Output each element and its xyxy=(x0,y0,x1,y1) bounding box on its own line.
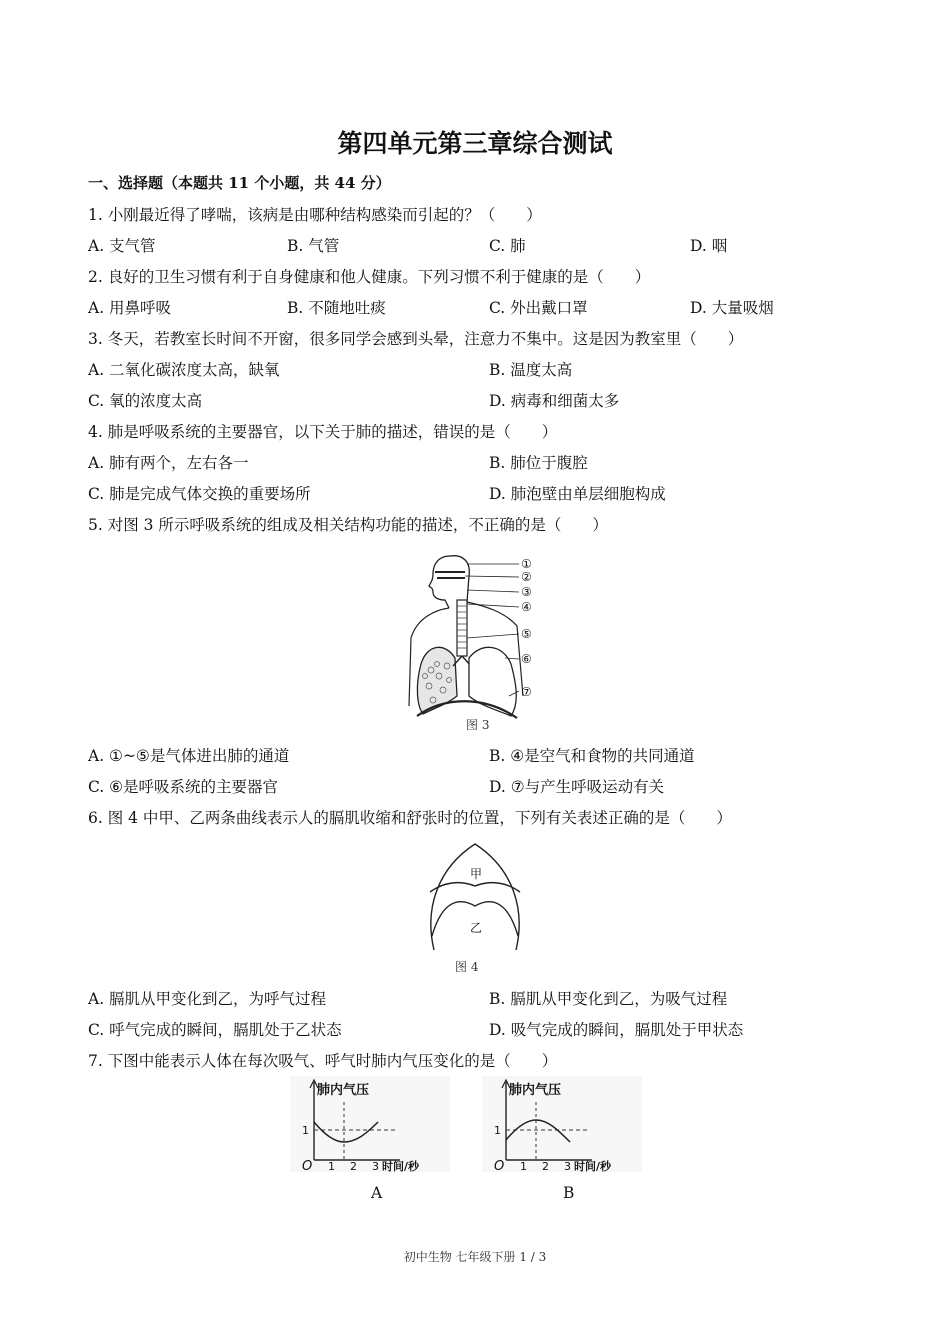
x-tick: 2 xyxy=(350,1160,357,1172)
graph-b xyxy=(482,1076,642,1172)
label-3: ③ xyxy=(521,585,532,599)
option: A. 用鼻呼吸 xyxy=(88,299,172,317)
option: A. ①~⑤是气体进出肺的通道 xyxy=(88,747,290,765)
label-6: ⑥ xyxy=(521,652,532,666)
figure-respiratory-system xyxy=(405,546,545,734)
option: D. 吸气完成的瞬间，膈肌处于甲状态 xyxy=(489,1021,744,1039)
x-axis-label: 时间/秒 xyxy=(382,1160,420,1172)
option: B. ④是空气和食物的共同通道 xyxy=(489,747,695,765)
option: D. ⑦与产生呼吸运动有关 xyxy=(489,778,665,796)
option: D. 咽 xyxy=(690,237,728,255)
option: B. 温度太高 xyxy=(489,361,573,379)
question-stem: 3. 冬天，若教室长时间不开窗，很多同学会感到头晕，注意力不集中。这是因为教室里（ ） xyxy=(88,330,744,348)
option: D. 大量吸烟 xyxy=(690,299,774,317)
label-7: ⑦ xyxy=(521,685,532,699)
option: C. 氧的浓度太高 xyxy=(88,392,203,410)
x-tick: 2 xyxy=(542,1160,549,1172)
y-axis-label: 肺内气压 xyxy=(509,1083,562,1098)
y-tick: 1 xyxy=(302,1124,309,1137)
page-title: 第四单元第三章综合测试 xyxy=(337,129,613,158)
x-tick: 1 xyxy=(520,1160,527,1172)
question-stem: 1. 小刚最近得了哮喘，该病是由哪种结构感染而引起的？（ ） xyxy=(88,206,542,224)
question-stem: 6. 图 4 中甲、乙两条曲线表示人的膈肌收缩和舒张时的位置，下列有关表述正确的是（ ） xyxy=(88,809,732,827)
option: C. 外出戴口罩 xyxy=(489,299,588,317)
y-axis-label: 肺内气压 xyxy=(317,1083,370,1098)
page-footer: 初中生物 七年级下册 1 / 3 xyxy=(403,1250,547,1264)
origin-label: O xyxy=(494,1159,505,1172)
option: B. 肺位于腹腔 xyxy=(489,454,588,472)
label-4: ④ xyxy=(521,600,532,614)
option: A. 膈肌从甲变化到乙，为呼气过程 xyxy=(88,990,327,1008)
option: A. 肺有两个，左右各一 xyxy=(88,454,249,472)
graph-label: B xyxy=(563,1184,575,1202)
option: B. 气管 xyxy=(287,237,340,255)
option: A. 二氧化碳浓度太高，缺氧 xyxy=(88,361,280,379)
question-stem: 2. 良好的卫生习惯有利于自身健康和他人健康。下列习惯不利于健康的是（ ） xyxy=(88,268,651,286)
figure-diaphragm xyxy=(424,838,526,956)
figure-caption: 图 3 xyxy=(466,718,490,732)
option: B. 膈肌从甲变化到乙，为吸气过程 xyxy=(489,990,728,1008)
option: C. 肺是完成气体交换的重要场所 xyxy=(88,485,311,503)
origin-label: O xyxy=(302,1159,313,1172)
label-2: ② xyxy=(521,570,532,584)
question-stem: 7. 下图中能表示人体在每次吸气、呼气时肺内气压变化的是（ ） xyxy=(88,1052,558,1070)
question-stem: 4. 肺是呼吸系统的主要器官，以下关于肺的描述，错误的是（ ） xyxy=(88,423,558,441)
x-tick: 1 xyxy=(328,1160,335,1172)
x-axis-label: 时间/秒 xyxy=(574,1160,612,1172)
x-tick: 3 xyxy=(564,1160,571,1172)
label-1: ① xyxy=(521,557,532,571)
option: B. 不随地吐痰 xyxy=(287,299,386,317)
graph-a xyxy=(290,1076,450,1172)
y-tick: 1 xyxy=(494,1124,501,1137)
option: C. 肺 xyxy=(489,237,526,255)
section-heading: 一、选择题（本题共 11 个小题，共 44 分） xyxy=(88,174,391,192)
option: A. 支气管 xyxy=(88,237,156,255)
option: D. 病毒和细菌太多 xyxy=(489,392,620,410)
option: D. 肺泡壁由单层细胞构成 xyxy=(489,485,666,503)
label-jia: 甲 xyxy=(470,867,483,881)
question-stem: 5. 对图 3 所示呼吸系统的组成及相关结构功能的描述，不正确的是（ ） xyxy=(88,516,608,534)
option: C. 呼气完成的瞬间，膈肌处于乙状态 xyxy=(88,1021,342,1039)
graph-label: A xyxy=(371,1184,383,1202)
label-5: ⑤ xyxy=(521,627,532,641)
option: C. ⑥是呼吸系统的主要器官 xyxy=(88,778,279,796)
figure-caption: 图 4 xyxy=(455,960,479,974)
x-tick: 3 xyxy=(372,1160,379,1172)
label-yi: 乙 xyxy=(470,921,483,935)
